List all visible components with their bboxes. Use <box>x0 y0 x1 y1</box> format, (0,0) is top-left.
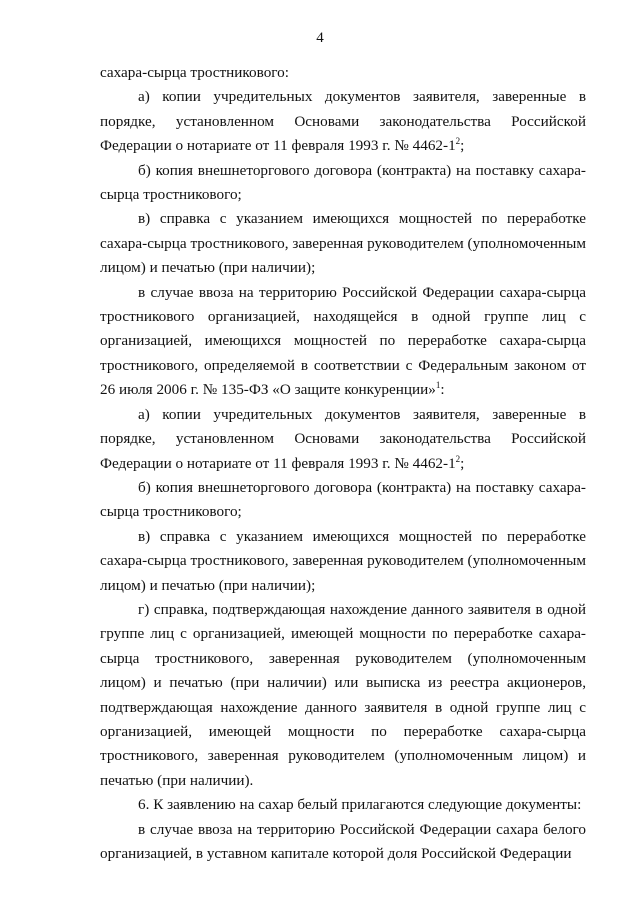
paragraph-7: б) копия внешнеторгового договора (контракта) на поставку сахара-сырца тростникового; <box>100 478 586 521</box>
paragraph-9: г) справка, подтверждающая нахождение данного заявителя в одной группе лиц с организацией, имеющей мощности по переработке сахара-сырца тростникового, заверенная руководителем (уполномоченным лицом) и печатью (при наличии) или выписка из реестра акционеров, подтверждающая нахождение данного заявителя в одной группе лиц с организацией, имеющей мощности по переработке сахара-сырца тростникового, заверенная руководителем (уполномоченным лицом) и печатью (при наличии). <box>100 600 586 789</box>
paragraph-5: в случае ввоза на территорию Российской Федерации сахара-сырца тростникового организацией, находящейся в одной группе лиц с организацией, имеющихся мощностей по переработке сахара-сырца тростникового, определяемой в соответствии с Федеральным законом от 26 июля 2006 г. № 135-ФЗ «О защите конкуренции»$^1$: <box>100 283 586 399</box>
footnote-ref: 2 <box>455 136 461 147</box>
page-number: 4 <box>316 30 324 46</box>
paragraph-11: в случае ввоза на территорию Российской Федерации сахара белого организацией, в уставном капитале которой доля Российской Федерации <box>100 820 586 862</box>
footnote-ref: 1 <box>435 380 441 391</box>
paragraph-10: 6. К заявлению на сахар белый прилагаются следующие документы: <box>138 796 582 814</box>
paragraph-4: в) справка с указанием имеющихся мощностей по переработке сахара-сырца тростникового, заверенная руководителем (уполномоченным лицом) и печатью (при наличии); <box>100 210 586 277</box>
document-body <box>100 61 586 866</box>
footnote-ref: 2 <box>455 453 461 464</box>
paragraph-3: б) копия внешнеторгового договора (контракта) на поставку сахара-сырца тростникового; <box>100 161 586 204</box>
paragraph-8: в) справка с указанием имеющихся мощностей по переработке сахара-сырца тростникового, заверенная руководителем (уполномоченным лицом) и печатью (при наличии); <box>100 527 586 594</box>
paragraph-6: а) копии учредительных документов заявителя, заверенные в порядке, установленном Основами законодательства Российской Федерации о нотариате от 11 февраля 1993 г. № $4462-1^2$; <box>100 405 586 472</box>
paragraph-2: а) копии учредительных документов заявителя, заверенные в порядке, установленном Основами законодательства Российской Федерации о нотариате от 11 февраля 1993 г. № $4462-1^2$; <box>100 88 586 155</box>
paragraph-1: сахара-сырца тростникового: <box>100 64 289 81</box>
